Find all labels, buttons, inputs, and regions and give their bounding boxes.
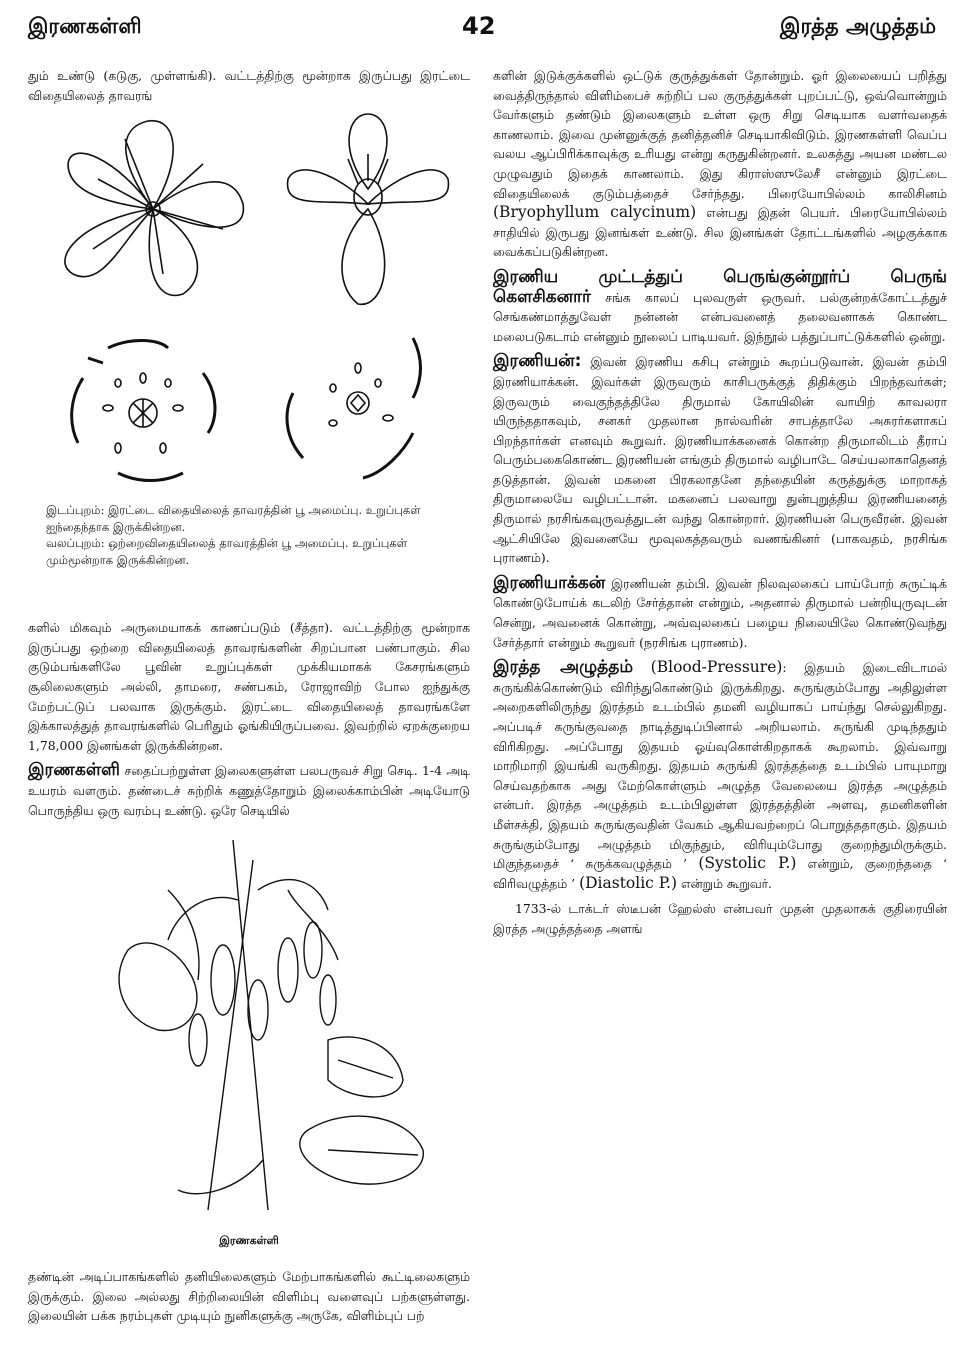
english-term: (Diastolic P.) [579, 873, 678, 892]
entry-headword: இரணியன்: [493, 351, 582, 372]
entry-perunkausikanar [493, 268, 947, 346]
entry-body: என்றும், குறைந்ததை ‘ விரிவழுத்தம் ’ [493, 856, 947, 891]
entry-iraniyakkan [493, 574, 947, 652]
entry-body: சதைப்பற்றுள்ள இலைகளுள்ள பலபருவச் சிறு செடி. 1-4 அடி உயரம் வளரும். தண்டைச் சுற்றிக் கணுத்தோறும் இலைக்காம்பின் அடியோடு பொருந்திய ஒரு வரம்பு உண்டு. ஒரே செடியில் [28, 763, 470, 818]
entry-body: இரணியன் தம்பி. இவன் நிலவுலகைப் பாய்போற் சுருட்டிக் கொண்டுபோய்க் கடலிற் சேர்த்தான் என்றும், அதனால் திருமால் பன்றியுருவுடன் சென்று, அவனைக் கொன்று, அவ்வுலகைப் பழைய நிலையிலே கொண்டுவந்து சேர்த்தார் என்றும் கூறுவர் (நரசிங்க புராணம்). [493, 575, 947, 650]
latin-name: (Bryophyllum calycinum) [493, 203, 697, 222]
entry-iranakalli [28, 761, 470, 820]
flower-diagrams-figure [28, 105, 470, 500]
english-term: (Systolic P.) [698, 854, 797, 873]
monocot-flower-drawing [278, 109, 458, 309]
entry-headword: இரணிய முட்டத்துப் பெருங்குன்றூர்ப் பெருங் கௌசிகனார் [493, 266, 947, 307]
entry-body: என்றும் கூறுவர். [677, 875, 772, 891]
english-term: (Blood-Pressure) [650, 658, 783, 677]
left-paragraph-2: களில் மிகவும் அருமையாகக் காணப்படும் (சீத்தா). வட்டத்திற்கு மூன்றாக இருப்பது ஒற்றை விதையிலைத் தாவரங்களின் சிறப்பான பண்பாகும். சில குடும்பங்களிலே பூவின் உறுப்புக்கள் முக்கியமாகக் கேசரங்களும் சூலிலைகளும் அல்லி, தாமரை, சண்பகம், ரோஜாவிற் போல ஐந்துக்கு மேற்பட்டுப் பலவாக இருக்கும். இரட்டை விதையிலைத் தாவரங்களே இக்காலத்துத் தாவரங்களில் பெரிதும் ஓங்கியிருப்பவை. இவற்றில் ஏறக்குறைய 1,78,000 இனங்கள் இருக்கின்றன. [28, 620, 470, 753]
running-head-left: இரணகள்ளி [28, 14, 142, 38]
flower-figure-caption [46, 502, 470, 568]
left-paragraph-1: தும் உண்டு (கடுகு, முள்ளங்கி). வட்டத்திற்கு மூன்றாக இருப்பது இரட்டை விதையிலைத் தாவரங் [28, 68, 470, 103]
plant-illustration [28, 830, 470, 1230]
entry-body: இவன் இரணிய கசிபு என்றும் கூறப்படுவான். இவன் தம்பி இரணியாக்கன். இவர்கள் இருவரும் காசிபருக்குத் திதிக்கும் பிறந்தவர்கள்; இருவரும் வைகுந்தத்திலே திருமால் கோயிலின் வாயிற் காவலரா யிருந்ததாகவும், சனகர் முதலான நால்வரின் சாபத்தாலே அசுரர்களாகப் பிறந்தார்கள் எனவும் கூறுவர். இரணியாக்கனைக் கொன்ற திருமாலிடம் தீராப் பெரும்பகைகொண்ட இரணியன் எங்கும் திருமால் வழிபாடே செய்யலாகாதெனத் தடுத்தான். இவன் மகனை பிரகலாதனே தந்தையின் கருத்துக்கு மாறாகத் திருமாலையே வழிபட்டான். மகனைப் பலவாறு துன்புறுத்திய இரணியனைத் திருமால் நரசிங்கவுருவத்துடன் வந்து கொன்றார். இரணியன் பெருவீரன். இவன் ஆட்சியிலே இவனையே மூவுலகத்தவரும் வணங்கினர் (பாகவதம், நரசிங்க புராணம்). [493, 354, 947, 566]
figure-caption-line-2: வலப்புறம்: ஒற்றைவிதையிலைத் தாவரத்தின் பூ அமைப்பு. உறுப்புகள் மும்மூன்றாக இருக்கின்றன. [46, 536, 408, 567]
entry-body: : இதயம் இடைவிடாமல் சுருங்கிக்கொண்டும் விரிந்துகொண்டும் இருக்கிறது. சுருங்கும்போது அதிலுள்ள அறைகளிலிருந்து இரத்தம் உடம்பில் தமனி வழியாகப் பாய்ந்து செல்லுகிறது. அப்படிச் சுருங்குவதை நாடித்துடிப்பினால் அறியலாம். சுருங்கி முடிந்ததும் விரிகிறது. அப்போது இதயம் ஓய்வுகொள்கிறதாகக் கூறலாம். இவ்வாறு மாறிமாறி இயங்கி வருகிறது. இதயம் சுருங்கி இரத்தத்தை உடம்பில் பாயுமாறு செய்வதற்காக அது மேற்கொள்ளும் அழுத்த வேலையை இரத்த அழுத்தம் என்பர். இரத்த அழுத்தம் உடம்பிலுள்ள இரத்தத்தின் அளவு, தமனிகளின் மீள்சக்தி, இதயம் சுருங்குவதின் வேகம் ஆகியவற்றைப் பொறுத்ததாகும். இதயம் சுருங்கும்போது அழுத்தம் மிகுந்தும், விரியும்போது குறைந்துமிருக்கும். மிகுந்ததைச் ‘ சுருக்கவழுத்தம் ’ [493, 660, 947, 872]
entry-headword: இரணகள்ளி [28, 760, 120, 781]
entry-headword: இரணியாக்கன் [493, 572, 606, 593]
paragraph-text: களின் இடுக்குக்களில் ஒட்டுக் குருத்துக்கள் தோன்றும். ஓர் இலையைப் பறித்து வைத்திருந்தால் விளிம்பைச் சுற்றிப் பல குருத்துக்கள் புறப்பட்டு, ஒவ்வொன்றும் வேர்களும் தண்டும் இலைகளும் உள்ள ஒரு சிறு செடியாக வளர்வதைக் காணலாம். இவை முன்னுக்குத் தனித்தனிச் செடியாகிவிடும். இரணகள்ளி வெப்ப வலய ஆப்பிரிக்காவுக்கு உரியது என்று கருதுகின்றனர். உலகத்து அயன மண்டல முழுவதும் இதைக் காணலாம். இது கிராஸ்ஸுலேசீ என்னும் இரட்டை விதையிலைக் குடும்பத்தைச் சேர்ந்தது. பிரையோபில்லம் காலிசினம் [493, 68, 947, 201]
monocot-floral-diagram [263, 323, 463, 493]
entry-headword: இரத்த அழுத்தம் [493, 657, 633, 678]
plant-caption: இரணகள்ளி [219, 1234, 279, 1248]
entry-blood-pressure [493, 658, 947, 893]
figure-caption-line-1: இடப்புறம்: இரட்டை விதையிலைத் தாவரத்தின் பூ அமைப்பு. உறுப்புகள் ஐந்தைந்தாக இருக்கின்றன. [46, 503, 421, 534]
dicot-floral-diagram [48, 323, 248, 493]
right-paragraph-1 [493, 66, 947, 262]
entry-iraniyan [493, 352, 947, 568]
paragraph-text: என்பது இதன் பெயர். பிரையோபில்லம் சாதியில் இருபது இனங்கள் உண்டு. சில இனங்கள் தோட்டங்களில் அழகுக்காக வைக்கப்படுகின்றன. [493, 205, 948, 260]
left-column [28, 66, 470, 1326]
left-paragraph-3: தண்டின் அடிப்பாகங்களில் தனியிலைகளும் மேற்பாகங்களில் கூட்டிலைகளும் இருக்கும். இலை அல்லது சிற்றிலையின் விளிம்பு வளைவுப் பற்களுள்ளது. இலையின் பக்க நரம்புகள் முடியும் நுனிகளுக்கு அருகே, விளிம்புப் பற் [28, 1269, 470, 1324]
dicot-flower-drawing [43, 109, 263, 309]
right-column [493, 66, 947, 939]
entry-body: சங்க காலப் புலவருள் ஒருவர். பல்குன்றக்கோட்டத்துச் செங்கண்மாத்துவேள் நன்னன் என்பவனைத் தலைவனாகக் கொண்ட மலைபடுகடாம் என்னும் நூலைப் பாடியவர். இந்நூல் பத்துப்பாட்டுக்களில் ஒன்று. [493, 289, 947, 344]
bryophyllum-plant-drawing [28, 830, 470, 1230]
running-head-right: இரத்த அழுத்தம் [780, 14, 936, 38]
page-number: 42 [462, 12, 496, 40]
right-paragraph-last: 1733-ல் டாக்டர் ஸ்டீபன் ஹேல்ஸ் என்பவர் முதன் முதலாகக் குதிரையின் இரத்த அழுத்தத்தை அளங் [493, 901, 947, 936]
